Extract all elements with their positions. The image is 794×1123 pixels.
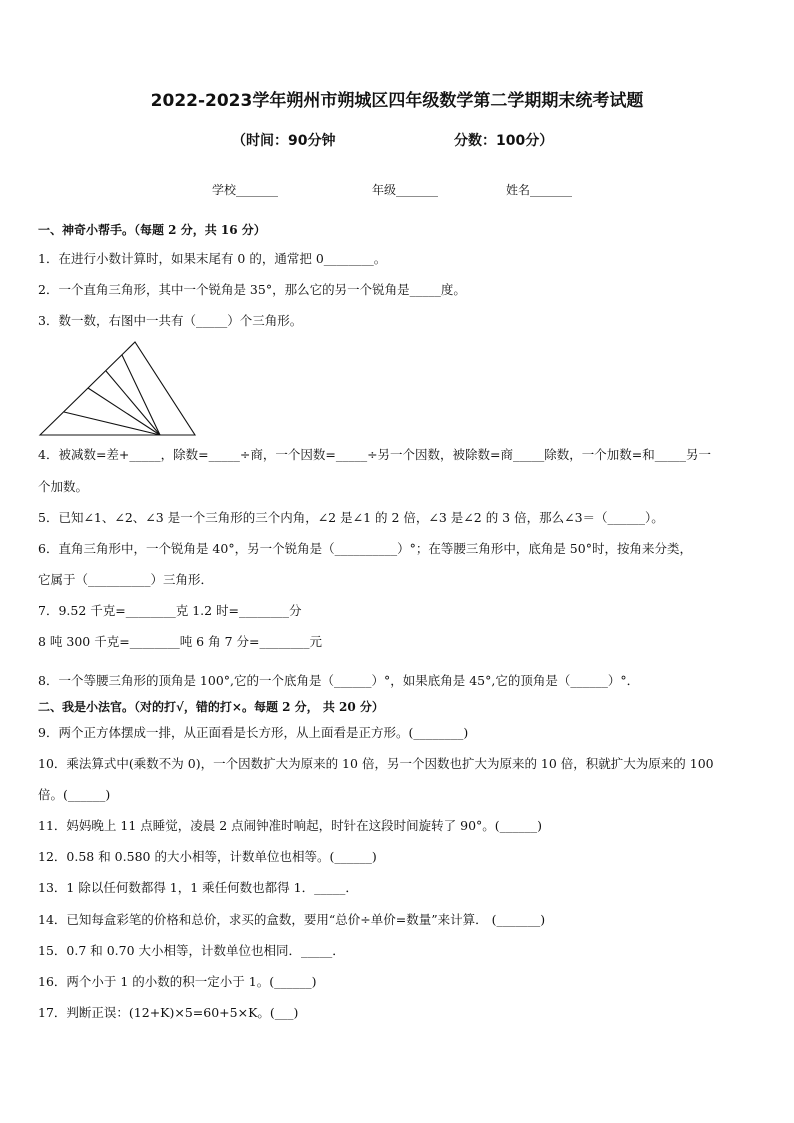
question-7-line-2: 8 吨 300 千克=________吨 6 角 7 分=________元 <box>38 634 322 649</box>
name-field[interactable]: 姓名_______ <box>506 183 573 197</box>
question-9: 9．两个正方体摆成一排，从正面看是长方形，从上面看是正方形。(________) <box>38 725 469 740</box>
page-title: 2022-2023学年朔州市朔城区四年级数学第二学期期末统考试题 <box>150 91 644 111</box>
section-heading-1: 一、神奇小帮手。（每题 2 分，共 16 分） <box>38 223 266 237</box>
school-field[interactable]: 学校_______ <box>212 183 279 197</box>
section-heading-2: 二、我是小法官。（对的打√，错的打×。每题 2 分， 共 20 分） <box>38 700 384 714</box>
inner-line-1 <box>64 412 160 435</box>
question-12: 12．0.58 和 0.580 的大小相等，计数单位也相等。(______) <box>38 849 377 864</box>
question-10-line-2: 倍。(______) <box>38 787 111 802</box>
question-4-line-1: 4．被减数=差+_____，除数=_____÷商，一个因数=_____÷另一个因数，被除数=商_____除数，一个加数=和_____另一 <box>38 447 711 462</box>
question-11: 11．妈妈晚上 11 点睡觉，凌晨 2 点闹钟准时响起，时针在这段时间旋转了 90°。(______) <box>38 818 543 833</box>
question-6-line-2: 它属于（__________）三角形． <box>38 572 214 587</box>
question-14: 14．已知每盒彩笔的价格和总价，求买的盒数，要用“总价÷单价=数量”来计算． (_______) <box>38 912 546 927</box>
question-10-line-1: 10．乘法算式中(乘数不为 0)，一个因数扩大为原来的 10 倍，另一个因数也扩大为原来的 10 倍，积就扩大为原来的 100 <box>38 756 714 771</box>
question-1: 1．在进行小数计算时，如果末尾有 0 的，通常把 0________。 <box>38 251 387 266</box>
question-7-line-1: 7．9.52 千克=________克 1.2 时=________分 <box>38 603 302 618</box>
grade-field[interactable]: 年级_______ <box>372 183 439 197</box>
question-4-line-2: 个加数。 <box>38 479 89 494</box>
exam-score: 分数：100分） <box>454 133 554 149</box>
question-15: 15．0.7 和 0.70 大小相等，计数单位也相同．_____． <box>38 943 345 958</box>
question-2: 2．一个直角三角形，其中一个锐角是 35°，那么它的另一个锐角是_____度。 <box>38 282 466 297</box>
question-8: 8．一个等腰三角形的顶角是 100°,它的一个底角是（______）°，如果底角是 45°,它的顶角是（______）°． <box>38 673 640 688</box>
question-6-line-1: 6．直角三角形中，一个锐角是 40°，另一个锐角是（__________）°；在等腰三角形中，底角是 50°时，按角来分类， <box>38 541 692 556</box>
question-16: 16．两个小于 1 的小数的积一定小于 1。(______) <box>38 974 317 989</box>
triangle-figure <box>38 340 198 440</box>
exam-time: （时间：90分钟 <box>232 133 336 149</box>
question-5: 5．已知∠1、∠2、∠3 是一个三角形的三个内角，∠2 是∠1 的 2 倍，∠3 是∠2 的 3 倍，那么∠3＝（______）。 <box>38 510 664 525</box>
question-13: 13．1 除以任何数都得 1，1 乘任何数也都得 1．_____． <box>38 880 358 895</box>
question-3: 3．数一数，右图中一共有（_____）个三角形。 <box>38 313 303 328</box>
question-17: 17．判断正误：(12+K)×5=60+5×K。(___) <box>38 1005 299 1020</box>
inner-line-3 <box>106 371 160 435</box>
outer-triangle <box>40 342 195 435</box>
